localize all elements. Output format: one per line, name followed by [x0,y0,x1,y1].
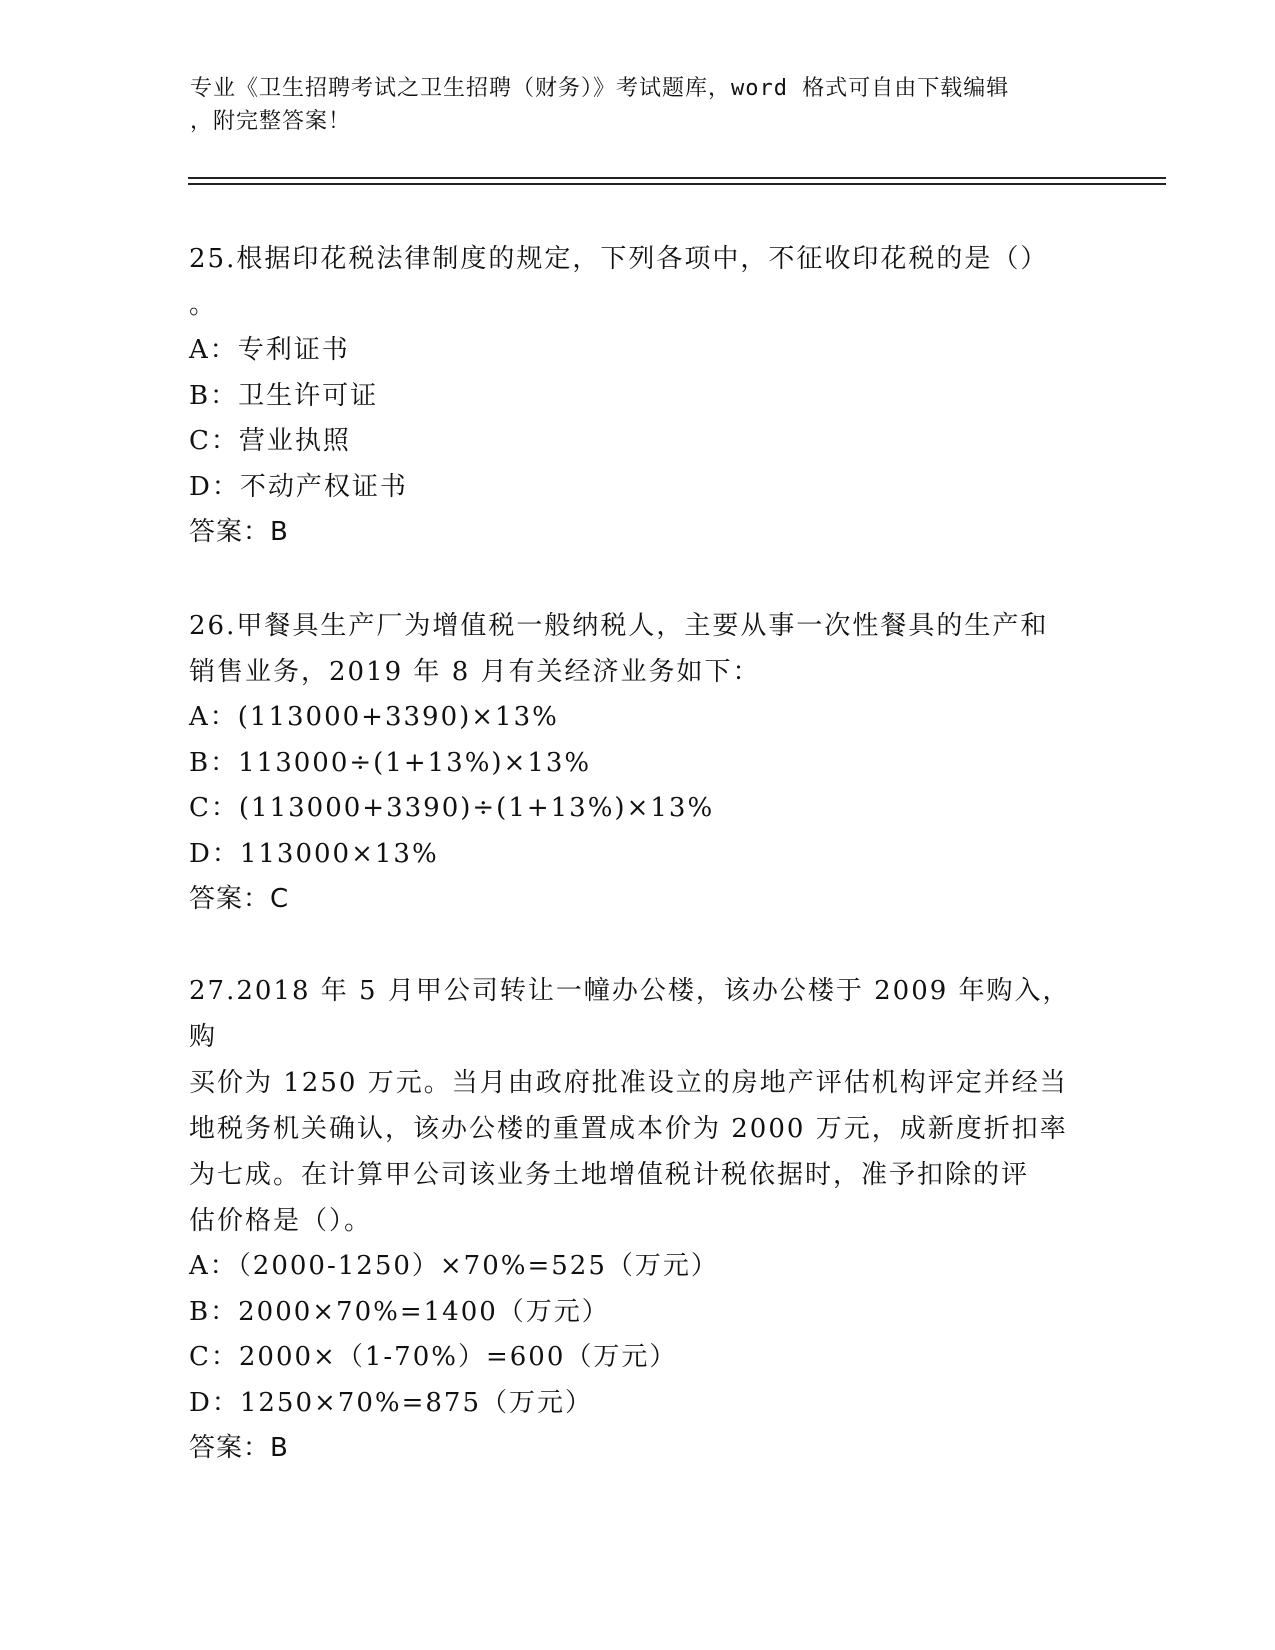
option-c: C：2000×（1-70%）=600（万元） [189,1342,678,1372]
option-b: B：2000×70%=1400（万元） [189,1296,610,1327]
option-a: A：专利证书 [189,335,350,365]
answer: 答案：C [189,884,290,914]
option-d: D：1250×70%=875（万元） [189,1387,593,1418]
header-line-2: ，附完整答案！ [190,109,352,134]
option-d: D：113000×13% [189,838,439,869]
answer: 答案：B [189,1433,289,1463]
answer: 答案：B [189,517,289,547]
question-stem-line: 估价格是（）。 [189,1206,373,1236]
header-divider-bottom [188,183,1166,185]
question-stem-line: 27.2018 年 5 月甲公司转让一幢办公楼，该办公楼于 2009 年购入，购 [189,976,1071,1052]
option-d: D：不动产权证书 [189,471,408,502]
question-stem-line: 。 [189,290,218,320]
question-stem-line: 买价为 1250 万元。当月由政府批准设立的房地产评估机构评定并经当 [189,1068,1068,1098]
question-stem-line: 销售业务，2019 年 8 月有关经济业务如下： [189,657,761,687]
question-stem-line: 26.甲餐具生产厂为增值税一般纳税人，主要从事一次性餐具的生产和 [189,611,1049,641]
question-25 [189,236,1084,556]
question-stem-line: 地税务机关确认，该办公楼的重置成本价为 2000 万元，成新度折扣率 [189,1114,1068,1144]
question-27 [189,968,1084,1472]
option-c: C：(113000+3390)÷(1+13%)×13% [189,793,715,823]
document-header [190,72,1090,138]
option-b: B：113000÷(1+13%)×13% [189,747,592,778]
question-stem-line: 为七成。在计算甲公司该业务土地增值税计税依据时，准予扣除的评 [189,1160,1030,1190]
option-a: A：（2000-1250）×70%=525（万元） [189,1251,719,1281]
header-divider-top [188,177,1166,179]
option-a: A：(113000+3390)×13% [189,702,559,732]
question-26 [189,603,1084,923]
header-line-1: 专业《卫生招聘考试之卫生招聘（财务）》考试题库，word 格式可自由下载编辑 [190,76,1010,101]
question-stem-line: 25.根据印花税法律制度的规定，下列各项中，不征收印花税的是（） [189,244,1049,274]
option-b: B：卫生许可证 [189,380,379,411]
option-c: C：营业执照 [189,426,351,456]
